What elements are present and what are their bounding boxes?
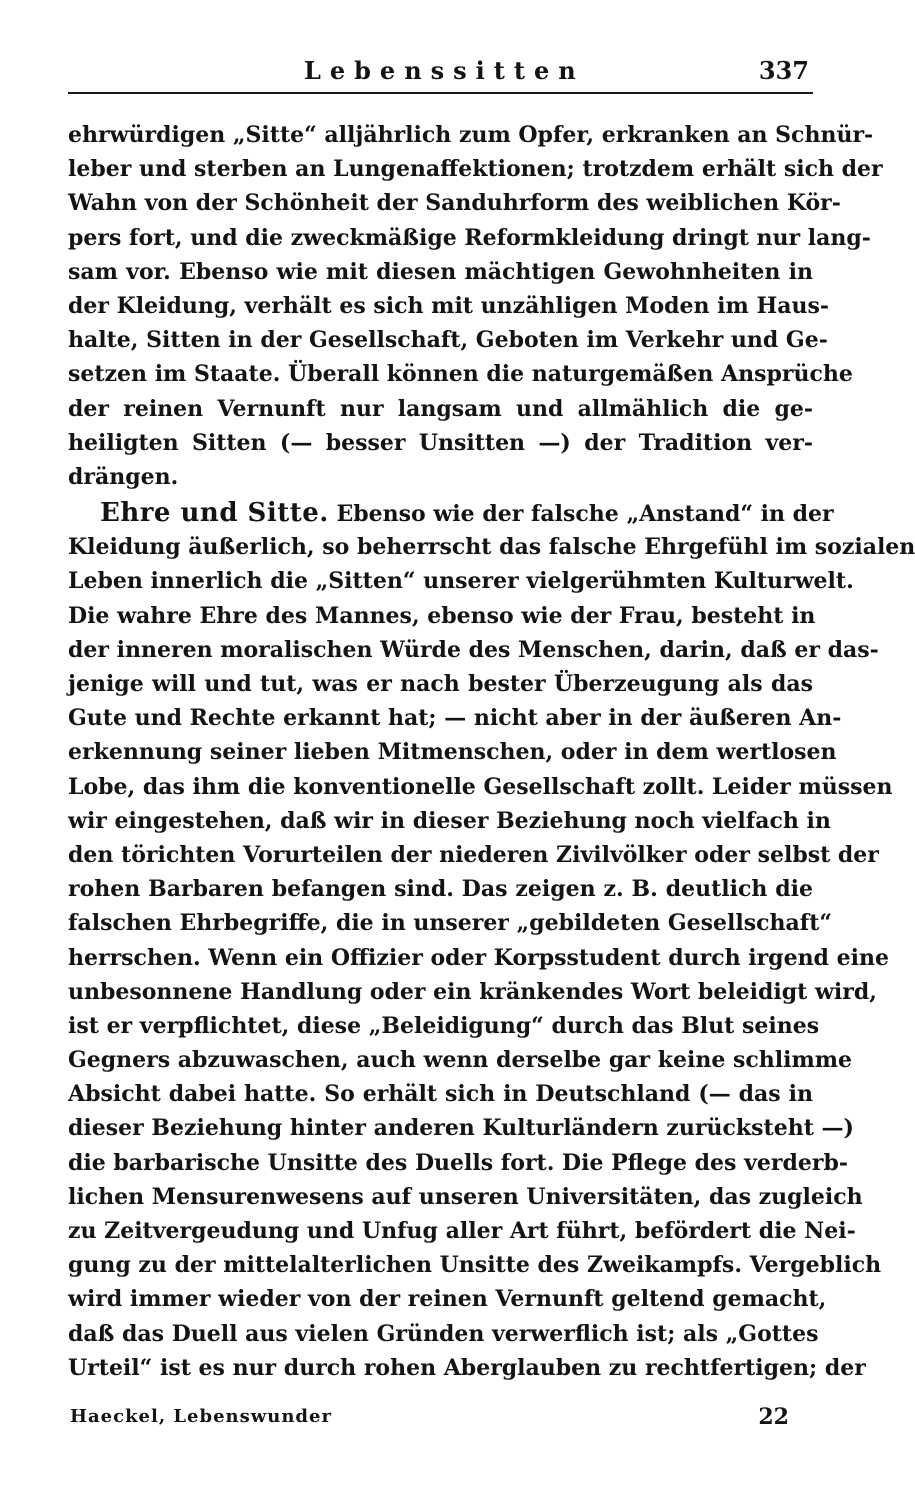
text-line: wir eingestehen, daß wir in dieser Beziehung noch vielfach in: [68, 807, 831, 834]
running-title: Lebenssitten: [304, 56, 585, 85]
page-footer: [68, 1402, 813, 1438]
text-line: unbesonnene Handlung oder ein kränkendes Wort beleidigt wird,: [68, 978, 877, 1005]
text-line: drängen.: [68, 463, 179, 490]
text-line: Urteil“ ist es nur durch rohen Aberglauben zu rechtfertigen; der: [68, 1354, 866, 1381]
text-line: gung zu der mittelalterlichen Unsitte des Zweikampfs. Vergeblich: [68, 1252, 882, 1279]
text-line: ehrwürdigen „Sitte“ alljährlich zum Opfer, erkranken an Schnür-: [68, 122, 874, 148]
text-line: ist er verpflichtet, diese „Beleidigung“ durch das Blut seines: [68, 1012, 820, 1039]
text-line: Gegners abzuwaschen, auch wenn derselbe gar keine schlimme: [68, 1047, 853, 1074]
signature-mark: Haeckel, Lebenswunder: [70, 1406, 332, 1427]
page-number: 337: [758, 56, 809, 85]
section-first-line: [68, 496, 834, 530]
text-line: Die wahre Ehre des Mannes, ebenso wie der Frau, besteht in: [68, 602, 816, 629]
header-rule: [68, 92, 813, 94]
text-line: leber und sterben an Lungenaffektionen; trotzdem erhält sich der: [68, 156, 883, 183]
text-line: lichen Mensurenwesens auf unseren Universitäten, das zugleich: [68, 1183, 863, 1210]
text-line: den törichten Vorurteilen der niederen Zivilvölker oder selbst der: [68, 841, 879, 868]
text-line: falschen Ehrbegriffe, die in unserer „gebildeten Gesellschaft“: [68, 910, 833, 937]
text-line: der reinen Vernunft nur langsam und allmählich die ge-: [68, 395, 813, 422]
text-line: sam vor. Ebenso wie mit diesen mächtigen Gewohnheiten in: [68, 258, 813, 285]
text-line: Gute und Rechte erkannt hat; — nicht aber in der äußeren An-: [68, 705, 842, 732]
text-line: Lobe, das ihm die konventionelle Gesellschaft zollt. Leider müssen: [68, 773, 893, 800]
section-heading: Ehre und Sitte.: [100, 498, 329, 529]
text-line: jenige will und tut, was er nach bester Überzeugung als das: [68, 671, 813, 697]
text-line: die barbarische Unsitte des Duells fort. Die Pflege des verderb-: [68, 1149, 848, 1176]
text-line: rohen Barbaren befangen sind. Das zeigen z. B. deutlich die: [68, 876, 813, 903]
text-line: wird immer wieder von der reinen Vernunft geltend gemacht,: [68, 1286, 827, 1313]
text-line: dieser Beziehung hinter anderen Kulturländern zurücksteht —): [68, 1115, 854, 1142]
text-line: Wahn von der Schönheit der Sanduhrform des weiblichen Kör-: [68, 190, 841, 217]
text-line: daß das Duell aus vielen Gründen verwerflich ist; als „Gottes: [68, 1320, 819, 1347]
text-line: halte, Sitten in der Gesellschaft, Geboten im Verkehr und Ge-: [68, 327, 828, 354]
text-line: setzen im Staate. Überall können die naturgemäßen Ansprüche: [68, 361, 853, 388]
text-line: der inneren moralischen Würde des Menschen, darin, daß er das-: [68, 636, 879, 663]
text-line: zu Zeitvergeudung und Unfug aller Art führt, befördert die Nei-: [68, 1218, 856, 1244]
running-head: [68, 52, 813, 92]
text-line: heiligten Sitten (— besser Unsitten —) der Tradition ver-: [68, 429, 813, 456]
section-first-line-text: Ebenso wie der falsche „Anstand“ in der: [336, 501, 834, 528]
text-line: herrschen. Wenn ein Offizier oder Korpsstudent durch irgend eine: [68, 944, 889, 971]
text-line: der Kleidung, verhält es sich mit unzähligen Moden im Haus-: [68, 292, 830, 319]
text-line: erkennung seiner lieben Mitmenschen, oder in dem wertlosen: [68, 739, 837, 766]
text-line: Leben innerlich die „Sitten“ unserer vielgerühmten Kulturwelt.: [68, 568, 854, 595]
body-text: [68, 118, 915, 1385]
text-line: Kleidung äußerlich, so beherrscht das falsche Ehrgefühl im sozialen: [68, 534, 915, 561]
text-line: Absicht dabei hatte. So erhält sich in Deutschland (— das in: [68, 1081, 813, 1108]
sheet-number: 22: [758, 1404, 789, 1430]
text-line: pers fort, und die zweckmäßige Reformkleidung dringt nur lang-: [68, 224, 871, 251]
